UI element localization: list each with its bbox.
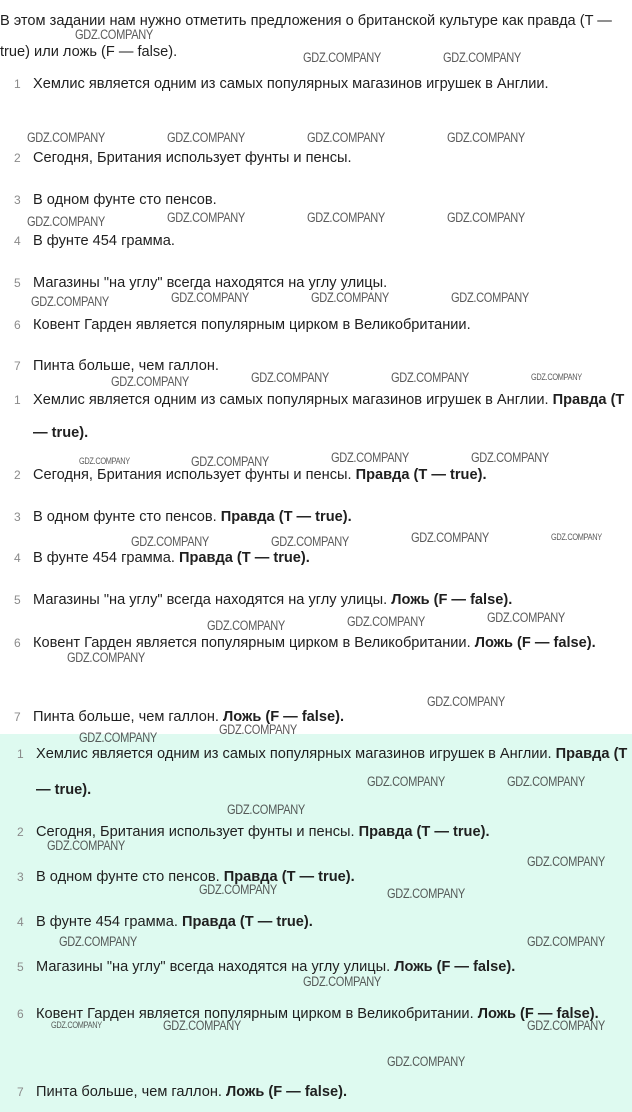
watermark: GDZ.COMPANY [527, 1018, 605, 1033]
item-number: 1 [14, 393, 21, 407]
item-text: Сегодня, Британия использует фунты и пенсы. Правда (T — true). [36, 824, 490, 840]
answer-label: Правда (T — true). [36, 746, 628, 798]
watermark: GDZ.COMPANY [307, 210, 385, 225]
item-number: 6 [14, 318, 21, 332]
item-text: Сегодня, Британия использует фунты и пенсы. [33, 150, 352, 166]
watermark: GDZ.COMPANY [51, 1020, 102, 1030]
answer-label: Ложь (F — false). [223, 709, 345, 725]
item-number: 4 [14, 234, 21, 248]
watermark: GDZ.COMPANY [131, 534, 209, 549]
answer-label: Правда (T — true). [178, 550, 310, 566]
item-number: 5 [17, 960, 24, 974]
item-text: В фунте 454 грамма. Правда (T — true). [36, 914, 313, 930]
item-text: Ковент Гарден является популярным цирком в Великобритании. Ложь (F — false). [33, 635, 596, 651]
watermark: GDZ.COMPANY [163, 1018, 241, 1033]
item-text: В одном фунте сто пенсов. Правда (T — true). [36, 869, 355, 885]
watermark: GDZ.COMPANY [367, 774, 445, 789]
watermark: GDZ.COMPANY [527, 934, 605, 949]
item-text: Магазины "на углу" всегда находятся на углу улицы. [33, 275, 388, 291]
watermark: GDZ.COMPANY [451, 290, 529, 305]
watermark: GDZ.COMPANY [79, 730, 157, 745]
item-number: 6 [14, 636, 21, 650]
answer-label: Правда (T — true). [358, 824, 490, 840]
item-number: 5 [14, 593, 21, 607]
watermark: GDZ.COMPANY [47, 838, 125, 853]
answer-label: Правда (T — true). [355, 467, 487, 483]
intro-text: В этом задании нам нужно отметить предложения о британской культуре как правда (T — true) или ложь (F — false). [0, 13, 612, 60]
watermark: GDZ.COMPANY [207, 618, 285, 633]
watermark: GDZ.COMPANY [251, 370, 329, 385]
watermark: GDZ.COMPANY [171, 290, 249, 305]
watermark: GDZ.COMPANY [307, 130, 385, 145]
item-number: 2 [14, 151, 21, 165]
watermark: GDZ.COMPANY [471, 450, 549, 465]
item-number: 2 [17, 825, 24, 839]
answer-label: Ложь (F — false). [394, 959, 516, 975]
watermark: GDZ.COMPANY [167, 130, 245, 145]
item-text: В одном фунте сто пенсов. [33, 192, 217, 208]
watermark: GDZ.COMPANY [443, 50, 521, 65]
watermark: GDZ.COMPANY [227, 802, 305, 817]
watermark: GDZ.COMPANY [531, 372, 582, 382]
watermark: GDZ.COMPANY [487, 610, 565, 625]
item-text: Сегодня, Британия использует фунты и пенсы. Правда (T — true). [33, 467, 487, 483]
item-number: 7 [14, 359, 21, 373]
watermark: GDZ.COMPANY [303, 50, 381, 65]
item-text: Хемлис является одним из самых популярных магазинов игрушек в Англии. [33, 76, 549, 92]
answer-label: Правда (T — true). [220, 509, 352, 525]
watermark: GDZ.COMPANY [31, 294, 109, 309]
watermark: GDZ.COMPANY [75, 27, 153, 42]
watermark: GDZ.COMPANY [387, 886, 465, 901]
watermark: GDZ.COMPANY [303, 974, 381, 989]
watermark: GDZ.COMPANY [331, 450, 409, 465]
highlighted-answers-block [0, 734, 632, 1112]
item-text: Ковент Гарден является популярным цирком в Великобритании. Ложь (F — false). [36, 1006, 599, 1022]
item-text: Пинта больше, чем галлон. Ложь (F — false). [33, 709, 345, 725]
item-text: Ковент Гарден является популярным цирком в Великобритании. [33, 317, 471, 333]
watermark: GDZ.COMPANY [411, 530, 489, 545]
item-text: Хемлис является одним из самых популярных магазинов игрушек в Англии. Правда (T — true). [36, 746, 628, 798]
item-number: 3 [14, 193, 21, 207]
item-text: В фунте 454 грамма. Правда (T — true). [33, 550, 310, 566]
watermark: GDZ.COMPANY [507, 774, 585, 789]
item-number: 3 [14, 510, 21, 524]
item-number: 4 [17, 915, 24, 929]
watermark: GDZ.COMPANY [79, 456, 130, 466]
item-number: 7 [17, 1085, 24, 1099]
watermark: GDZ.COMPANY [67, 650, 145, 665]
answer-label: Правда (T — true). [33, 392, 625, 441]
answer-label: Правда (T — true). [181, 914, 313, 930]
item-number: 1 [14, 77, 21, 91]
watermark: GDZ.COMPANY [447, 130, 525, 145]
item-text: В одном фунте сто пенсов. Правда (T — true). [33, 509, 352, 525]
watermark: GDZ.COMPANY [527, 854, 605, 869]
item-number: 2 [14, 468, 21, 482]
item-text: Магазины "на углу" всегда находятся на углу улицы. Ложь (F — false). [33, 592, 513, 608]
watermark: GDZ.COMPANY [391, 370, 469, 385]
answer-label: Ложь (F — false). [226, 1084, 348, 1100]
item-text: Пинта больше, чем галлон. Ложь (F — false). [36, 1084, 348, 1100]
watermark: GDZ.COMPANY [311, 290, 389, 305]
item-number: 4 [14, 551, 21, 565]
item-number: 1 [17, 747, 24, 761]
watermark: GDZ.COMPANY [219, 722, 297, 737]
item-text: В фунте 454 грамма. [33, 233, 175, 249]
item-text: Пинта больше, чем галлон. [33, 358, 219, 374]
watermark: GDZ.COMPANY [447, 210, 525, 225]
item-number: 5 [14, 276, 21, 290]
watermark: GDZ.COMPANY [167, 210, 245, 225]
item-text: Магазины "на углу" всегда находятся на углу улицы. Ложь (F — false). [36, 959, 516, 975]
watermark: GDZ.COMPANY [199, 882, 277, 897]
answer-label: Ложь (F — false). [474, 635, 596, 651]
answer-label: Ложь (F — false). [477, 1006, 599, 1022]
watermark: GDZ.COMPANY [111, 374, 189, 389]
watermark: GDZ.COMPANY [27, 214, 105, 229]
item-number: 7 [14, 710, 21, 724]
watermark: GDZ.COMPANY [271, 534, 349, 549]
item-number: 3 [17, 870, 24, 884]
watermark: GDZ.COMPANY [27, 130, 105, 145]
answer-label: Правда (T — true). [223, 869, 355, 885]
item-number: 6 [17, 1007, 24, 1021]
item-text: Хемлис является одним из самых популярных магазинов игрушек в Англии. Правда (T — true). [33, 392, 625, 441]
watermark: GDZ.COMPANY [551, 532, 602, 542]
watermark: GDZ.COMPANY [347, 614, 425, 629]
watermark: GDZ.COMPANY [387, 1054, 465, 1069]
answer-label: Ложь (F — false). [391, 592, 513, 608]
watermark: GDZ.COMPANY [59, 934, 137, 949]
watermark: GDZ.COMPANY [427, 694, 505, 709]
watermark: GDZ.COMPANY [191, 454, 269, 469]
